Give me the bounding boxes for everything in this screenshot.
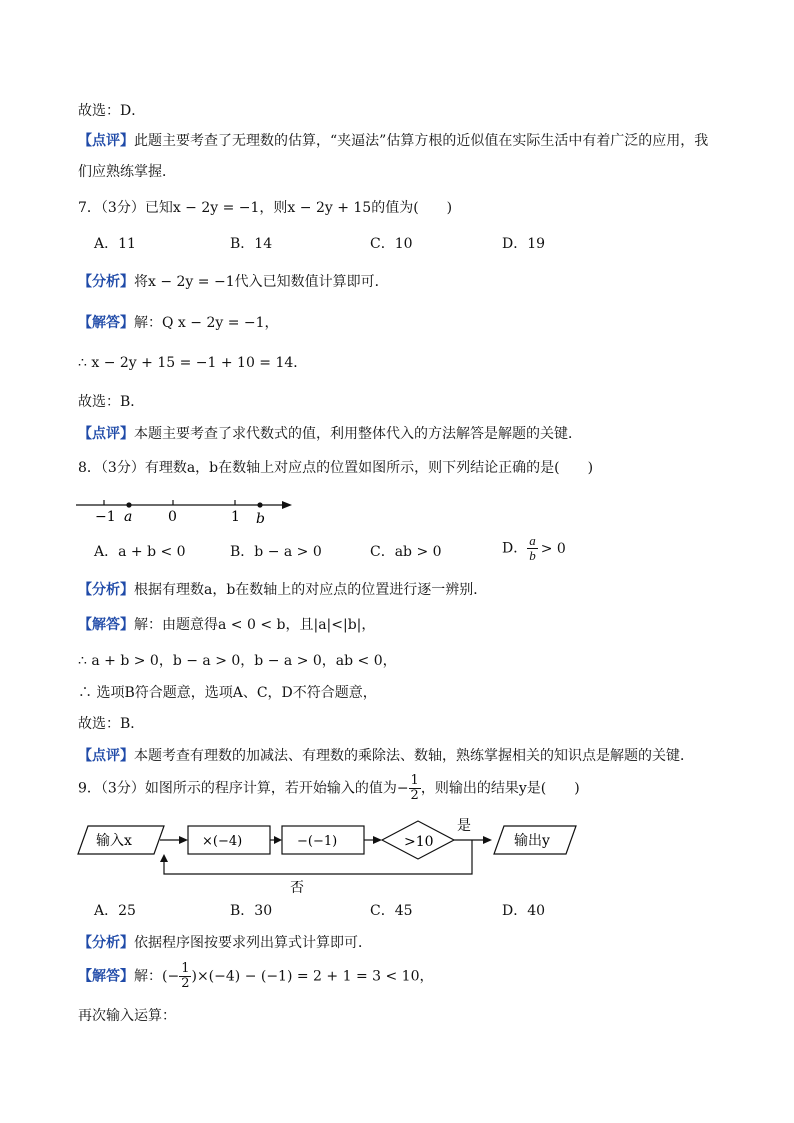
flow-yes-label: 是 [457, 818, 471, 834]
answer-text-post: )×(−4) − (−1) = 2 + 1 = 3 < 10， [191, 968, 434, 985]
q9-stem-pre: 9．（3分）如图所示的程序计算，若开始输入的值为− [78, 780, 409, 797]
flow-arrowhead-1 [179, 836, 188, 844]
flow-arrowhead-yes [483, 836, 492, 844]
q7-option-d: D．19 [502, 236, 546, 252]
q7-comment [78, 424, 582, 444]
fraction-numerator: a [529, 533, 536, 548]
label-one: 1 [231, 509, 240, 525]
comment-tag: 【点评】 [78, 426, 134, 442]
q7-stem: 7．（3分）已知x − 2y = −1，则x − 2y + 15的值为( ) [78, 200, 453, 216]
q8-choose: 故选：B． [78, 716, 145, 732]
q8-stem: 8．（3分）有理数a，b在数轴上对应点的位置如图所示，则下列结论正确的是( ) [78, 460, 594, 476]
q9-analysis [78, 933, 372, 953]
q7-option-c: C．10 [370, 236, 413, 252]
label-b: b [256, 511, 265, 527]
flow-step2-label: −(−1) [297, 834, 338, 849]
q8-step1: ∴ a + b > 0，b − a > 0，b − a > 0，ab < 0， [78, 653, 397, 669]
q8-option-d-fraction [527, 534, 538, 563]
q8-option-c: C．ab > 0 [370, 544, 442, 560]
prev-comment [78, 131, 708, 151]
analysis-tag: 【分析】 [78, 935, 134, 951]
q9-stem [78, 774, 580, 803]
label-a: a [124, 509, 133, 525]
q8-option-d [502, 534, 566, 563]
fraction-numerator: 1 [410, 773, 419, 788]
analysis-text: 根据有理数a，b在数轴上的对应点的位置进行逐一辨别． [134, 582, 488, 598]
q8-step2: ∴ 选项B符合题意，选项A、C，D不符合题意， [78, 685, 377, 701]
q9-stem-post: ，则输出的结果y是( ) [420, 780, 580, 797]
answer-text-pre: 解：(− [134, 968, 180, 985]
prev-comment-cont: 们应熟练掌握． [78, 164, 176, 180]
q7-choose: 故选：B． [78, 394, 145, 410]
comment-text: 本题主要考查了求代数式的值，利用整体代入的方法解答是解题的关键． [134, 426, 582, 442]
answer-tag: 【解答】 [78, 968, 134, 985]
answer-text: 解：Q x − 2y = −1， [134, 315, 279, 331]
q8-option-d-relation: > 0 [540, 540, 566, 557]
analysis-text: 将x − 2y = −1代入已知数值计算即可． [134, 274, 389, 290]
q9-stem-fraction [409, 774, 421, 803]
analysis-tag: 【分析】 [78, 582, 134, 598]
point-a [126, 502, 131, 507]
q7-answer [78, 313, 279, 333]
flow-condition-label: >10 [404, 834, 434, 850]
comment-text: 此题主要考查了无理数的估算，“夹逼法”估算方根的近似值在实际生活中有着广泛的应用，我 [134, 133, 709, 149]
flow-no-label: 否 [290, 880, 304, 896]
flow-arrowhead-3 [373, 836, 382, 844]
analysis-text: 依据程序图按要求列出算式计算即可． [134, 935, 372, 951]
comment-tag: 【点评】 [78, 133, 134, 149]
flow-loop-arrowhead [160, 854, 168, 862]
q9-option-b: B．30 [230, 903, 273, 919]
q8-option-d-label: D． [502, 540, 528, 557]
q8-analysis [78, 580, 487, 600]
comment-tag: 【点评】 [78, 748, 134, 764]
answer-tag: 【解答】 [78, 315, 134, 331]
q9-answer [78, 962, 434, 991]
q7-option-b: B．14 [230, 236, 273, 252]
q8-comment [78, 746, 694, 766]
analysis-tag: 【分析】 [78, 274, 134, 290]
number-line-arrow [282, 501, 292, 509]
fraction-numerator: 1 [181, 961, 190, 976]
q7-step: ∴ x − 2y + 15 = −1 + 10 = 14． [78, 355, 308, 371]
answer-tag: 【解答】 [78, 617, 134, 633]
q9-option-c: C．45 [370, 903, 413, 919]
label-minus-one: −1 [95, 509, 116, 525]
q9-option-d: D．40 [502, 903, 546, 919]
q8-option-b: B．b − a > 0 [230, 544, 322, 560]
q9-again: 再次输入运算： [78, 1008, 176, 1024]
flow-step1-label: ×(−4) [202, 834, 243, 849]
point-b [257, 502, 262, 507]
q9-option-a: A．25 [94, 903, 136, 919]
q7-analysis [78, 272, 389, 292]
q9-answer-fraction [179, 962, 191, 991]
q8-answer [78, 615, 375, 635]
answer-text: 解：由题意得a < 0 < b，且|a|<|b|， [134, 617, 376, 633]
flow-input-label: 输入x [96, 833, 132, 849]
program-flowchart [74, 814, 594, 896]
q7-option-a: A．11 [94, 236, 136, 252]
q8-option-a: A．a + b < 0 [94, 544, 186, 560]
prev-choose: 故选：D． [78, 103, 146, 119]
fraction-denominator: 2 [410, 788, 419, 803]
flow-output-label: 输出y [514, 833, 550, 849]
flow-arrowhead-2 [274, 836, 282, 844]
fraction-denominator: 2 [181, 976, 190, 991]
number-line [74, 494, 304, 528]
fraction-denominator: b [529, 548, 536, 563]
label-zero: 0 [168, 509, 177, 525]
comment-text: 本题考查有理数的加减法、有理数的乘除法、数轴，熟练掌握相关的知识点是解题的关键． [134, 748, 694, 764]
